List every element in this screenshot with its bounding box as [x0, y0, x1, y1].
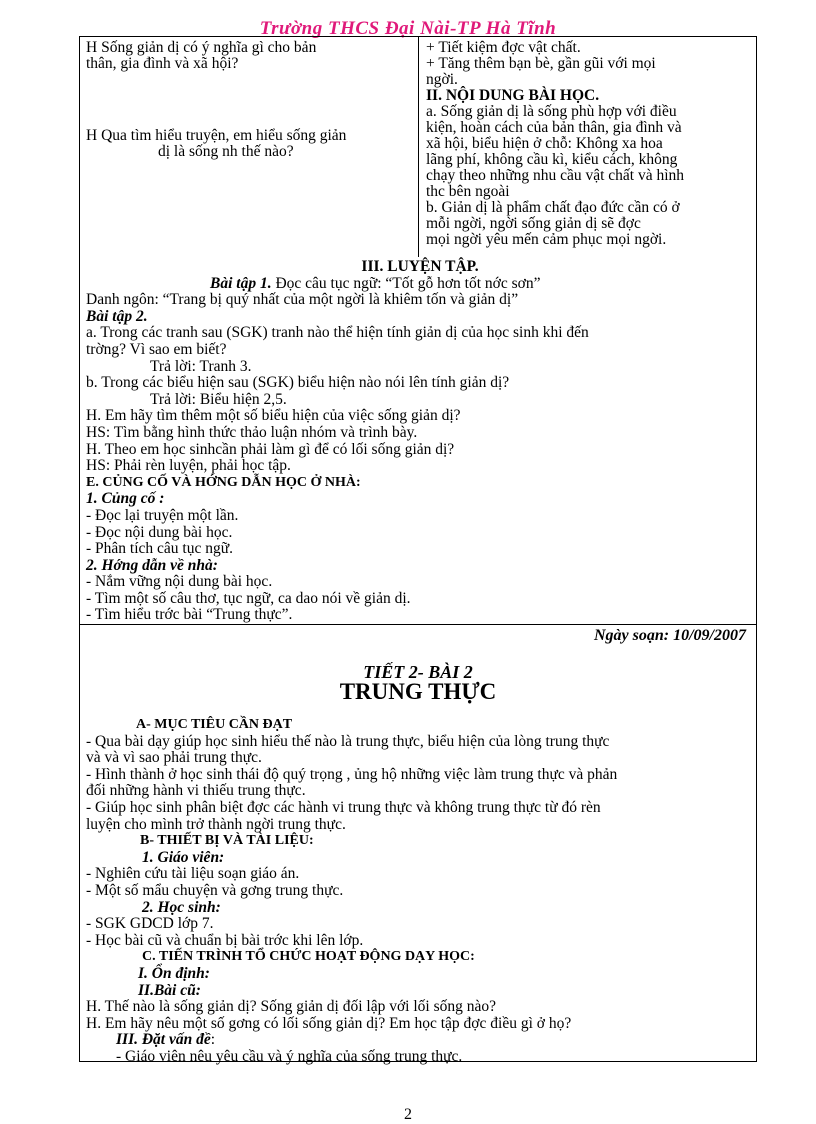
- exercise-1: [86, 276, 754, 293]
- exercise-2b-answer: Trả lời: Biểu hiện 2,5.: [150, 390, 287, 408]
- lesson-2-body: [86, 717, 754, 1065]
- benefit-line: + Tiết kiệm đợc vật chất.: [426, 39, 581, 56]
- homework-heading: E. CỦNG CỐ VÀ HỚNG DẪN HỌC Ở NHÀ:: [86, 474, 361, 490]
- stabilize-heading: I. Ổn định:: [138, 964, 210, 982]
- content-b-line: mỗi ngời, ngời sống giản dị sẽ đợc: [426, 215, 641, 232]
- question-meaning-cont: thân, gia đình và xã hội?: [86, 55, 239, 72]
- question-line: H. Thế nào là sống giản dị? Sống giản dị đối lập với lối sống nào?: [86, 998, 496, 1016]
- exercise-2b: b. Trong các biểu hiện sau (SGK) biểu hiện nào nói lên tính giản dị?: [86, 374, 510, 392]
- answer-line: HS: Phải rèn luyện, phải học tập.: [86, 457, 291, 475]
- question-line: H. Theo em học sinhcần phải làm gì để có lối sống giản dị?: [86, 440, 455, 458]
- question-line: H. Em hãy nêu một số gơng có lối sống giản dị? Em học tập đợc điều gì ở họ?: [86, 1014, 572, 1032]
- exercise-1-label: Bài tập 1.: [210, 274, 272, 292]
- content-a-line: thc bên ngoài: [426, 183, 510, 200]
- content-a-line: lãng phí, không cầu kì, kiểu cách, không: [426, 151, 678, 168]
- content-a-line: chạy theo những nhu cầu vật chất và hình: [426, 167, 685, 184]
- list-item: - Học bài cũ và chuẩn bị bài trớc khi lên lớp.: [86, 931, 364, 949]
- exercise-1-text: Đọc câu tục ngữ: “Tốt gỗ hơn tốt nớc sơn”: [271, 274, 541, 292]
- list-item: - Tìm một số câu thơ, tục ngữ, ca dao nói về giản dị.: [86, 589, 411, 607]
- question-line: H. Em hãy tìm thêm một số biểu hiện của việc sống giản dị?: [86, 407, 461, 425]
- objective-line: - Qua bài dạy giúp học sinh hiểu thế nào là trung thực, biểu hiện của lòng trung thực: [86, 732, 610, 750]
- table-column-divider: [418, 37, 419, 257]
- exercise-2a-cont: trờng? Vì sao em biết?: [86, 340, 227, 358]
- problem-heading: [86, 1032, 754, 1049]
- list-item: - Tìm hiểu trớc bài “Trung thực”.: [86, 606, 293, 624]
- home-guide-heading: 2. Hớng dẫn về nhà:: [86, 556, 218, 574]
- list-item: - Nắm vững nội dung bài học.: [86, 573, 273, 591]
- section-heading-content: II. NỘI DUNG BÀI HỌC.: [426, 87, 600, 104]
- teacher-heading: 1. Giáo viên:: [142, 848, 225, 866]
- benefit-line: ngời.: [426, 71, 458, 88]
- section-c-heading: C. TIẾN TRÌNH TỔ CHỨC HOẠT ĐỘNG DẠY HỌC:: [142, 949, 475, 965]
- lesson-divider: [80, 624, 756, 625]
- objective-line: đối những hành vi thiếu trung thực.: [86, 782, 306, 800]
- content-a-line: kiện, hoàn cách của bản thân, gia đình và: [426, 119, 682, 136]
- answer-line: HS: Tìm bằng hình thức thảo luận nhóm và trình bày.: [86, 423, 418, 441]
- school-header: Trường THCS Đại Nài-TP Hà Tĩnh: [259, 18, 557, 39]
- practice-section: [86, 259, 754, 624]
- question-understanding: H Qua tìm hiểu truyện, em hiểu sống giản: [86, 127, 347, 144]
- content-a-line: xã hội, biểu hiện ở chỗ: Không xa hoa: [426, 135, 663, 152]
- lesson-title: TRUNG THỰC: [339, 679, 497, 704]
- exercise-2a: a. Trong các tranh sau (SGK) tranh nào thể hiện tính giản dị của học sinh khi đến: [86, 324, 589, 342]
- objective-line: luyện cho mình trở thành ngời trung thực.: [86, 815, 346, 833]
- content-b-line: mọi ngời yêu mến cảm phục mọi ngời.: [426, 231, 667, 248]
- objective-line: - Hình thành ở học sinh thái độ quý trọng , ủng hộ những việc làm trung thực và phản: [86, 765, 618, 783]
- list-item: - Nghiên cứu tài liệu soạn giáo án.: [86, 865, 300, 883]
- quote-line: Danh ngôn: “Trang bị quý nhất của một ngời là khiêm tốn và giản dị”: [86, 291, 519, 309]
- prepared-date: Ngày soạn: 10/09/2007: [594, 627, 746, 644]
- list-item: - Phân tích câu tục ngữ.: [86, 540, 234, 558]
- list-item: - Đọc nội dung bài học.: [86, 523, 233, 541]
- table-right-cell: [426, 40, 750, 248]
- consolidation-heading: 1. Củng cố :: [86, 490, 165, 508]
- list-item: - Đọc lại truyện một lần.: [86, 506, 239, 524]
- page-number: 2: [404, 1106, 412, 1123]
- content-a-line: a. Sống giản dị là sống phù hợp với điều: [426, 103, 677, 120]
- question-understanding-cont: dị là sống nh thế nào?: [158, 143, 294, 160]
- content-b-line: b. Giản dị là phẩm chất đạo đức cần có ở: [426, 199, 680, 216]
- objective-line: - Giúp học sinh phân biệt đợc các hành vi trung thực và không trung thực từ đó rèn: [86, 798, 601, 816]
- lesson-number: TIẾT 2- BÀI 2: [363, 662, 473, 682]
- student-heading: 2. Học sinh:: [142, 898, 221, 916]
- problem-heading-colon: :: [210, 1031, 216, 1049]
- question-meaning: H Sống giản dị có ý nghĩa gì cho bản: [86, 39, 317, 56]
- objective-line: và và vì sao phải trung thực.: [86, 749, 262, 767]
- lesson-plan-frame: [79, 36, 757, 1065]
- exercise-2a-answer: Trả lời: Tranh 3.: [150, 357, 252, 375]
- benefit-line: + Tăng thêm bạn bè, gần gũi với mọi: [426, 55, 656, 72]
- practice-heading: III. LUYỆN TẬP.: [361, 258, 479, 275]
- old-lesson-heading: II.Bài cũ:: [138, 981, 201, 999]
- problem-heading-label: III. Đặt vấn đề: [116, 1031, 211, 1049]
- section-a-heading: A- MỤC TIÊU CẦN ĐẠT: [136, 717, 293, 732]
- section-b-heading: B- THIẾT BỊ VÀ TÀI LIỆU:: [140, 833, 314, 849]
- exercise-2-label: Bài tập 2.: [86, 307, 148, 325]
- list-item: - Một số mẩu chuyện và gơng trung thực.: [86, 881, 344, 899]
- list-item: - SGK GDCD lớp 7.: [86, 915, 214, 933]
- list-item: - Giáo viên nêu yêu cầu và ý nghĩa của sống trung thực.: [116, 1047, 463, 1065]
- table-left-cell: [86, 40, 414, 160]
